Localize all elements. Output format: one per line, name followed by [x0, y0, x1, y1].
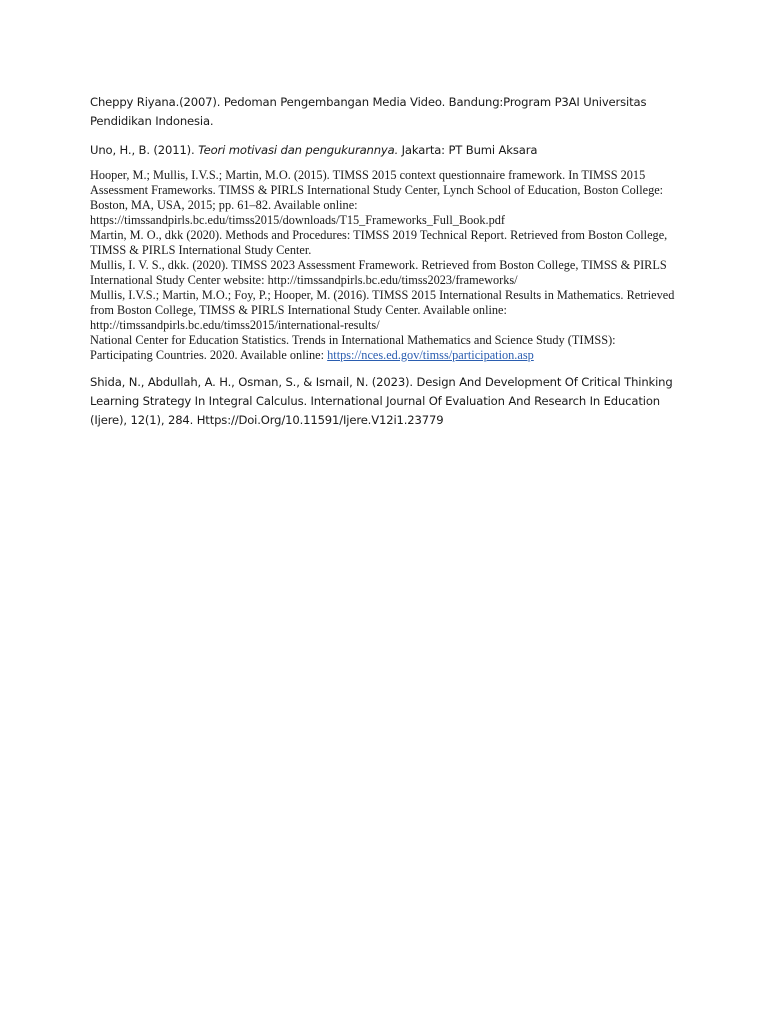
reference-shida: Shida, N., Abdullah, A. H., Osman, S., & Ismail, N. (2023). Design And Development Of Critical Thinking Learning Strategy In Integral Calculus. International Journal Of Evaluation And Research In Education (Ijere), 12(1), 284. Https://Doi.Org/10.11591/Ijere.V12i1.23779	[90, 375, 673, 427]
reference-martin: Martin, M. O., dkk (2020). Methods and Procedures: TIMSS 2019 Technical Report. Retrieved from Boston College,	[90, 228, 668, 242]
reference-hooper: Hooper, M.; Mullis, I.V.S.; Martin, M.O. (2015). TIMSS 2015 context questionnaire framework. In TIMSS 2015 Assessment Frameworks. TIMSS & PIRLS International Study Center, Lynch School of Education, Boston College: Boston, MA, USA, 2015; pp. 61–82. Available online: https://timssandpirls.bc.edu/timss2015/downloads/T15_Frameworks_Full_Book.pdf	[90, 168, 664, 227]
reference-uno	[90, 141, 675, 160]
reference-mullis-2020: Mullis, I. V. S., dkk. (2020). TIMSS 2023 Assessment Framework. Retrieved from Boston College, TIMSS & PIRLS	[90, 258, 667, 272]
reference-nces	[90, 333, 675, 363]
reference-mullis-2016-cont: from Boston College, TIMSS & PIRLS International Study Center. Available online: http://timssandpirls.bc.edu/timss2015/international-results/	[90, 303, 507, 332]
document-page	[90, 93, 675, 430]
reference-nces-text: National Center for Education Statistics. Trends in International Mathematics and Science Study (TIMSS): Participating Countries. 2020. Available online:	[90, 333, 616, 362]
nces-participation-link[interactable]: https://nces.ed.gov/timss/participation.asp	[327, 348, 534, 362]
reference-riyana: Cheppy Riyana.(2007). Pedoman Pengembangan Media Video. Bandung:Program P3AI Universitas Pendidikan Indonesia.	[90, 95, 647, 128]
reference-martin-cont: TIMSS & PIRLS International Study Center.	[90, 243, 312, 257]
reference-uno-title: Teori motivasi dan pengukurannya.	[198, 143, 399, 157]
timss-reference-block	[90, 168, 675, 363]
reference-mullis-2020-cont: International Study Center website: http://timssandpirls.bc.edu/timss2023/frameworks/	[90, 273, 518, 287]
reference-mullis-2016: Mullis, I.V.S.; Martin, M.O.; Foy, P.; Hooper, M. (2016). TIMSS 2015 International Results in Mathematics. Retrieved	[90, 288, 675, 302]
reference-uno-prefix: Uno, H., B. (2011).	[90, 143, 199, 157]
reference-uno-suffix: Jakarta: PT Bumi Aksara	[398, 143, 538, 157]
